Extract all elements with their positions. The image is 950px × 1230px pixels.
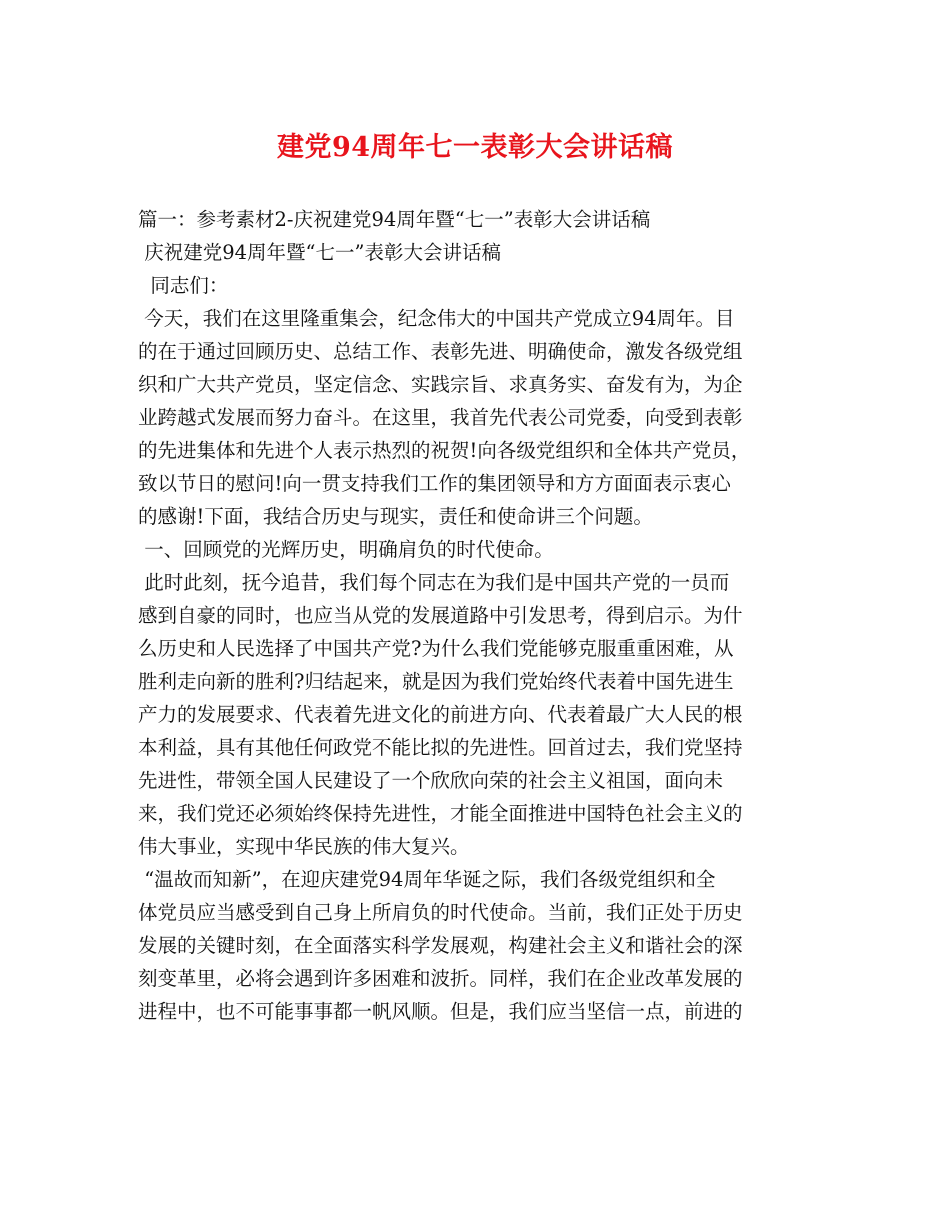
body-text-line: 体党员应当感受到自己身上所肩负的时代使命。当前，我们正处于历史 <box>138 901 743 924</box>
body-text-line: 的感谢!下面，我结合历史与现实，责任和使命讲三个问题。 <box>138 505 653 528</box>
body-text-line: 先进性，带领全国人民建设了一个欣欣向荣的社会主义祖国，面向未 <box>138 769 724 792</box>
body-text-line: 业跨越式发展而努力奋斗。在这里，我首先代表公司党委，向受到表彰 <box>138 406 743 429</box>
body-text-line: 胜利走向新的胜利?归结起来，就是因为我们党始终代表着中国先进生 <box>138 670 734 693</box>
body-text-line: 的在于通过回顾历史、总结工作、表彰先进、明确使命，激发各级党组 <box>138 340 743 363</box>
body-text-line: 产力的发展要求、代表着先进文化的前进方向、代表着最广大人民的根 <box>138 703 743 726</box>
body-text-line: 织和广大共产党员，坚定信念、实践宗旨、求真务实、奋发有为，为企 <box>138 373 743 396</box>
body-text-line: 发展的关键时刻，在全面落实科学发展观，构建社会主义和谐社会的深 <box>138 934 743 957</box>
body-text-line: 刻变革里，必将会遇到许多困难和波折。同样，我们在企业改革发展的 <box>138 967 743 990</box>
body-text-line: 么历史和人民选择了中国共产党?为什么我们党能够克服重重困难，从 <box>138 637 734 660</box>
body-text-line: 伟大事业，实现中华民族的伟大复兴。 <box>138 835 470 858</box>
document-body <box>138 203 818 1028</box>
body-text-line: 今天，我们在这里隆重集会，纪念伟大的中国共产党成立94周年。目 <box>138 307 735 330</box>
body-text-line: 此时此刻，抚今追昔，我们每个同志在为我们是中国共产党的一员而 <box>138 571 730 594</box>
body-text-line: 一、回顾党的光辉历史，明确肩负的时代使命。 <box>138 538 554 561</box>
body-text-line: 致以节日的慰问!向一贯支持我们工作的集团领导和方方面面表示衷心 <box>138 472 731 495</box>
document-title: 建党94周年七一表彰大会讲话稿 <box>276 132 674 163</box>
body-text-line: 来，我们党还必须始终保持先进性，才能全面推进中国特色社会主义的 <box>138 802 743 825</box>
body-text-line: “温故而知新”，在迎庆建党94周年华诞之际，我们各级党组织和全 <box>138 868 716 891</box>
body-text-line: 篇一：参考素材2-庆祝建党94周年暨“七一”表彰大会讲话稿 <box>138 208 651 231</box>
body-text-line: 感到自豪的同时，也应当从党的发展道路中引发思考，得到启示。为什 <box>138 604 743 627</box>
body-text-line: 进程中，也不可能事事都一帆风顺。但是，我们应当坚信一点，前进的 <box>138 1000 743 1023</box>
body-text-line: 同志们： <box>138 274 229 297</box>
body-text-line: 的先进集体和先进个人表示热烈的祝贺!向各级党组织和全体共产党员， <box>138 439 751 462</box>
body-text-line: 庆祝建党94周年暨“七一”表彰大会讲话稿 <box>138 241 501 264</box>
body-text-line: 本利益，具有其他任何政党不能比拟的先进性。回首过去，我们党坚持 <box>138 736 743 759</box>
